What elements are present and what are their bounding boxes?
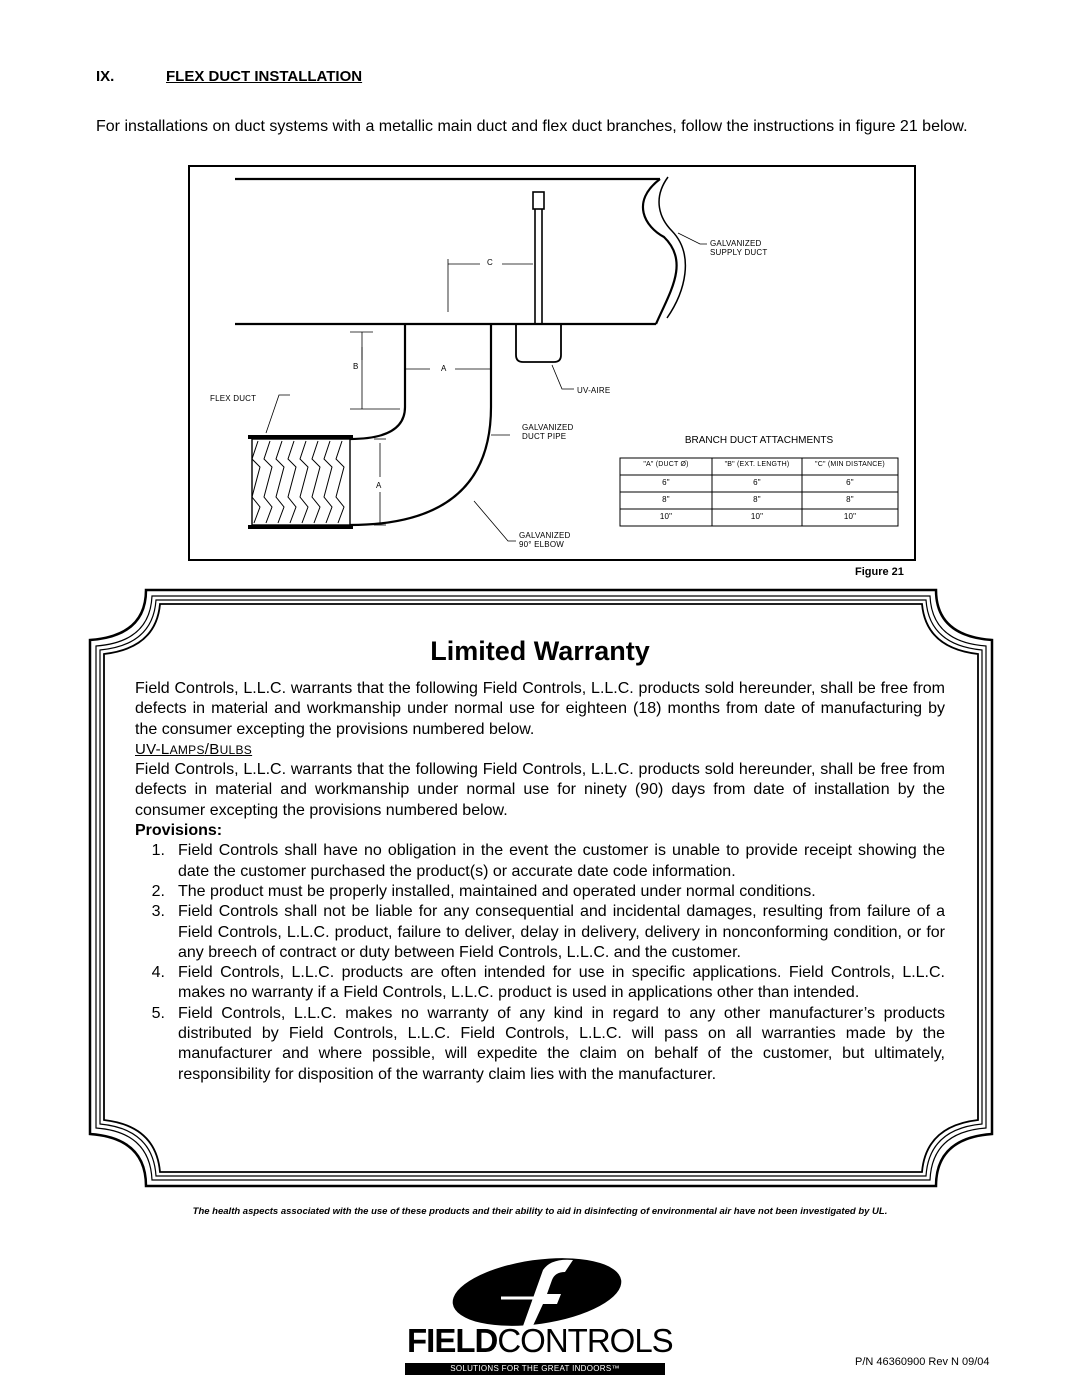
- warranty-body: [135, 679, 945, 1085]
- flex-duct-corrugations: [252, 441, 344, 523]
- list-item: 1. Field Controls shall have no obligation in the event the customer is unable to provide receipt showing the date the customer purchased the product(s) or accurate date code information.: [151, 842, 945, 880]
- table-cell: 10": [659, 512, 673, 521]
- table-cell: 10": [843, 512, 857, 521]
- provisions-list: [135, 841, 945, 1085]
- provisions-heading: Provisions:: [135, 822, 223, 840]
- warranty-paragraph-2: Field Controls, L.L.C. warrants that the following Field Controls, L.L.C. products sold hereunder, shall be free from defects in material and workmanship under normal use for ninety (90) days from date of installation by the consumer excepting the provisions numbered below.: [135, 761, 945, 819]
- label-uv-aire: UV-AIRE: [577, 386, 611, 395]
- table-cell: 10": [750, 512, 764, 521]
- label-galvanized-duct-pipe: GALVANIZED DUCT PIPE: [522, 423, 574, 441]
- label-galvanized-supply-duct: GALVANIZED SUPPLY DUCT: [710, 239, 768, 257]
- uv-lamps-heading: UV-LAMPS/BULBS: [135, 740, 253, 758]
- table-cell: 6": [662, 478, 670, 487]
- figure-21-box: [188, 165, 916, 561]
- logo-wordmark: FIELDCONTROLS: [407, 1322, 673, 1359]
- section-heading: [96, 68, 362, 85]
- table-header-a: "A" (DUCT Ø): [643, 461, 689, 468]
- ul-notice: The health aspects associated with the use of these products and their ability to aid in disinfecting of environmental air have not been investigated by UL.: [192, 1206, 888, 1217]
- table-cell: 6": [846, 478, 854, 487]
- warranty-title: Limited Warranty: [430, 636, 650, 666]
- section-number: IX.: [96, 68, 115, 85]
- label-flex-duct: FLEX DUCT: [210, 394, 257, 403]
- uv-probe-cap: [533, 192, 544, 209]
- logo-swoosh-icon: [405, 1252, 667, 1332]
- table-cell: 6": [753, 478, 761, 487]
- table-cell: 8": [846, 495, 854, 504]
- label-galvanized-elbow: GALVANIZED 90° ELBOW: [519, 531, 571, 549]
- list-item: 3. Field Controls shall not be liable for any consequential and incidental damages, resulting from failure of a Field Controls, L.L.C. product, failure to deliver, delay in delivery, delivery in nonconforming condition, or for any breech of contract or duty between Field Controls, L.L.C. and the customer.: [151, 903, 945, 961]
- label-dimension-c: C: [487, 258, 493, 267]
- list-item: 2. The product must be properly installed, maintained and operated under normal conditions.: [151, 882, 816, 900]
- label-dimension-a-side: A: [376, 481, 382, 490]
- intro-paragraph: For installations on duct systems with a metallic main duct and flex duct branches, follow the instructions in figure 21 below.: [96, 118, 968, 135]
- uv-aire-body: [516, 324, 561, 362]
- table-cell: 8": [753, 495, 761, 504]
- figure-caption: Figure 21: [855, 566, 904, 578]
- table-title: BRANCH DUCT ATTACHMENTS: [684, 435, 834, 446]
- table-header-c: "C" (MIN DISTANCE): [815, 461, 885, 468]
- field-controls-logo: [405, 1252, 673, 1382]
- part-number: P/N 46360900 Rev N 09/04: [855, 1356, 990, 1368]
- elbow-outer: [350, 407, 491, 525]
- warranty-paragraph-1: Field Controls, L.L.C. warrants that the following Field Controls, L.L.C. products sold hereunder, shall be free from defects in material and workmanship under normal use for eighteen (18) months from date of manufacturing by the consumer excepting the provisions numbered below.: [135, 680, 945, 738]
- table-header-b: "B" (EXT. LENGTH): [724, 461, 790, 468]
- label-dimension-b: B: [353, 362, 359, 371]
- list-item: 5. Field Controls, L.L.C. makes no warranty of any kind in regard to any other manufacturer’s products distributed by Field Controls, L.L.C. Field Controls, L.L.C. will pass on all warranties made by the manufacturer and where possible, will expedite the claim on behalf of the customer, but ultimately, responsibility for disposition of the warranty claim lies with the manufacturer.: [151, 1004, 945, 1083]
- label-dimension-a-top: A: [441, 364, 447, 373]
- elbow-inner: [350, 407, 405, 439]
- table-cell: 8": [662, 495, 670, 504]
- section-title: FLEX DUCT INSTALLATION: [166, 68, 363, 85]
- logo-tagline: SOLUTIONS FOR THE GREAT INDOORS™: [405, 1363, 665, 1375]
- list-item: 4. Field Controls, L.L.C. products are often intended for use in specific applications. Field Controls, L.L.C. makes no warranty if a Field Controls, L.L.C. product is used in applications other than intended.: [151, 964, 945, 1002]
